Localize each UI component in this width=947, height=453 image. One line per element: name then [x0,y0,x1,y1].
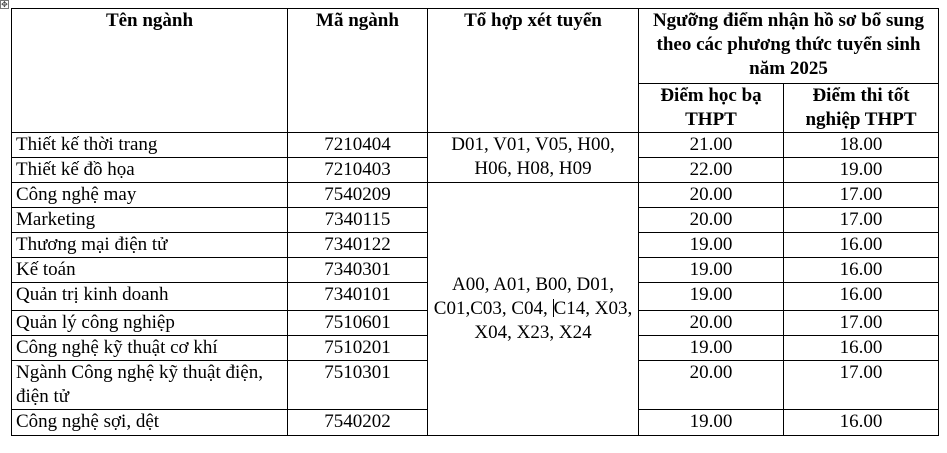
major-code: 7540202 [288,410,428,436]
header-exam-score: Điểm thi tốt nghiệp THPT [784,84,939,133]
table-row [12,183,939,208]
transcript-score: 20.00 [639,183,784,208]
exam-score: 16.00 [784,336,939,361]
exam-score: 17.00 [784,361,939,410]
transcript-score: 19.00 [639,283,784,311]
exam-score: 19.00 [784,158,939,183]
transcript-score: 19.00 [639,336,784,361]
major-name: Thiết kế đồ họa [12,158,288,183]
major-name: Công nghệ kỹ thuật cơ khí [12,336,288,361]
exam-score: 17.00 [784,311,939,336]
exam-score: 17.00 [784,208,939,233]
exam-score: 17.00 [784,183,939,208]
header-threshold: Ngưỡng điểm nhận hồ sơ bổ sung theo các phương thức tuyển sinh năm 2025 [639,9,939,84]
major-code: 7340301 [288,258,428,283]
major-name: Công nghệ sợi, dệt [12,410,288,436]
major-code: 7340122 [288,233,428,258]
combo-group-2 [428,183,639,436]
major-name: Marketing [12,208,288,233]
admission-threshold-table [11,8,939,436]
major-name: Quản lý công nghiệp [12,311,288,336]
major-name: Thiết kế thời trang [12,133,288,158]
major-code: 7510601 [288,311,428,336]
major-code: 7210404 [288,133,428,158]
combo-group-2-text-a: A00, A01, B00, D01, C01,C03, C04, [433,274,615,319]
transcript-score: 22.00 [639,158,784,183]
major-code: 7540209 [288,183,428,208]
transcript-score: 19.00 [639,233,784,258]
move-arrows-icon[interactable]: ✥ [1,0,8,9]
exam-score: 16.00 [784,410,939,436]
transcript-score: 21.00 [639,133,784,158]
header-combos: Tổ hợp xét tuyển [428,9,639,133]
combo-group-2-text-b: C14, X03, X04, X23, X24 [474,298,633,343]
exam-score: 16.00 [784,283,939,311]
header-code: Mã ngành [288,9,428,133]
exam-score: 18.00 [784,133,939,158]
major-name: Công nghệ may [12,183,288,208]
transcript-score: 19.00 [639,410,784,436]
major-name: Quản trị kinh doanh [12,283,288,311]
major-name: Thương mại điện tử [12,233,288,258]
transcript-score: 19.00 [639,258,784,283]
header-name: Tên ngành [12,9,288,133]
major-code: 7510201 [288,336,428,361]
major-name: Kế toán [12,258,288,283]
combo-group-1: D01, V01, V05, H00, H06, H08, H09 [428,133,639,183]
header-transcript-score: Điểm học bạ THPT [639,84,784,133]
major-code: 7510301 [288,361,428,410]
transcript-score: 20.00 [639,208,784,233]
exam-score: 16.00 [784,233,939,258]
major-code: 7210403 [288,158,428,183]
major-code: 7340115 [288,208,428,233]
major-name: Ngành Công nghệ kỹ thuật điện, điện tử [12,361,288,410]
exam-score: 16.00 [784,258,939,283]
transcript-score: 20.00 [639,311,784,336]
table-row [12,133,939,158]
major-code: 7340101 [288,283,428,311]
transcript-score: 20.00 [639,361,784,410]
